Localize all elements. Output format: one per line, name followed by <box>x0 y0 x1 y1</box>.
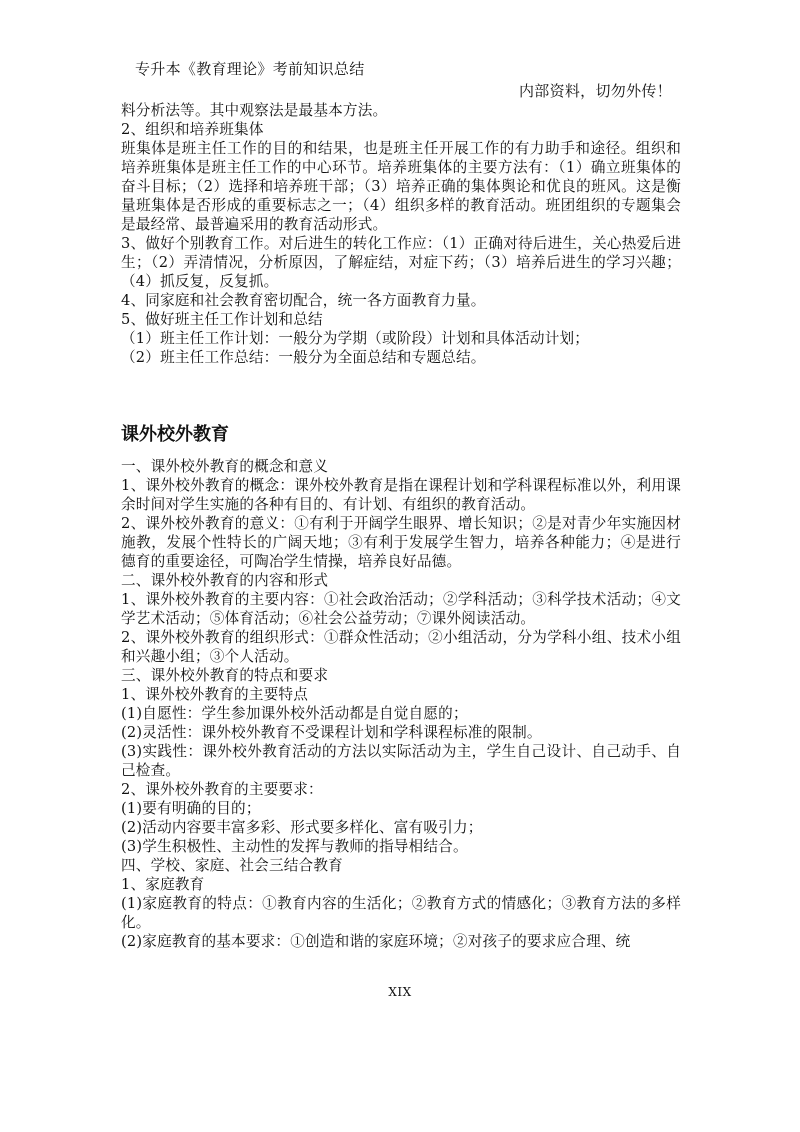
subheading: 5、做好班主任工作计划和总结 <box>121 311 323 328</box>
paragraph: 2、课外校外教育的组织形式：①群众性活动；②小组活动，分为学科小组、技术小组和兴趣小组；③个人活动。 <box>121 629 681 665</box>
subheading: 二、课外校外教育的内容和形式 <box>121 572 329 589</box>
subheading: 三、课外校外教育的特点和要求 <box>121 667 329 684</box>
header-title: 专升本《教育理论》考前知识总结 <box>135 60 365 78</box>
section-title: 课外校外教育 <box>121 424 229 445</box>
list-item: (1)要有明确的目的； <box>121 800 261 817</box>
list-item: (2)灵活性：课外校外教育不受课程计划和学科课程标准的限制。 <box>121 724 542 741</box>
subheading: 1、课外校外教育的主要特点 <box>121 686 309 703</box>
list-item: (1)家庭教育的特点：①教育内容的生活化；②教育方式的情感化；③教育方法的多样化。 <box>121 895 681 931</box>
subheading: 一、课外校外教育的概念和意义 <box>121 458 329 475</box>
list-item: (1)自愿性：学生参加课外校外活动都是自觉自愿的； <box>121 705 468 722</box>
paragraph: 料分析法等。其中观察法是最基本方法。 <box>121 102 388 119</box>
paragraph: 1、课外校外教育的主要内容：①社会政治活动；②学科活动；③科学技术活动；④文学艺术活动；⑤体育活动；⑥社会公益劳动；⑦课外阅读活动。 <box>121 591 681 627</box>
subheading: 1、家庭教育 <box>121 876 205 893</box>
subheading: 2、组织和培养班集体 <box>121 121 264 138</box>
list-item: （2）班主任工作总结：一般分为全面总结和专题总结。 <box>121 349 486 366</box>
paragraph: 3、做好个别教育工作。对后进生的转化工作应：（1）正确对待后进生，关心热爱后进生；（2）弄清情况，分析原因，了解症结，对症下药；（3）培养后进生的学习兴趣；（4）抓反复，反复抓。 <box>121 235 681 290</box>
section-spacer <box>121 367 681 423</box>
subheading: 四、学校、家庭、社会三结合教育 <box>121 857 343 874</box>
document-body <box>121 101 681 951</box>
paragraph: 班集体是班主任工作的目的和结果，也是班主任开展工作的有力助手和途径。组织和培养班集体是班主任工作的中心环节。培养班集体的主要方法有：（1）确立班集体的奋斗目标；（2）选择和培养班干部；（3）培养正确的集体舆论和优良的班风。这是衡量班集体是否形成的重要标志之一；（4）组织多样的教育活动。班团组织的专题集会是最经常、最普遍采用的教育活动形式。 <box>121 140 681 233</box>
header-notice: 内部资料，切勿外传！ <box>518 82 672 100</box>
list-item: （1）班主任工作计划：一般分为学期（或阶段）计划和具体活动计划； <box>121 330 590 347</box>
paragraph: 4、同家庭和社会教育密切配合，统一各方面教育力量。 <box>121 292 486 309</box>
list-item: (3)实践性：课外校外教育活动的方法以实际活动为主，学生自己设计、自己动手、自己检查。 <box>121 743 681 779</box>
subheading: 2、课外校外教育的主要要求： <box>121 781 323 798</box>
list-item: (3)学生积极性、主动性的发挥与教师的指导相结合。 <box>121 838 468 855</box>
list-item: (2)活动内容要丰富多彩、形式要多样化、富有吸引力； <box>121 819 483 836</box>
paragraph: 1、课外校外教育的概念：课外校外教育是指在课程计划和学科课程标准以外，利用课余时间对学生实施的各种有目的、有计划、有组织的教育活动。 <box>121 477 681 513</box>
list-item: (2)家庭教育的基本要求：①创造和谐的家庭环境；②对孩子的要求应合理、统 <box>121 933 631 950</box>
page-number: XIX <box>388 985 412 999</box>
paragraph: 2、课外校外教育的意义：①有利于开阔学生眼界、增长知识；②是对青少年实施因材施教，发展个性特长的广阔天地；③有利于发展学生智力，培养各种能力；④是进行德育的重要途径，可陶冶学生情操，培养良好品德。 <box>121 515 681 570</box>
